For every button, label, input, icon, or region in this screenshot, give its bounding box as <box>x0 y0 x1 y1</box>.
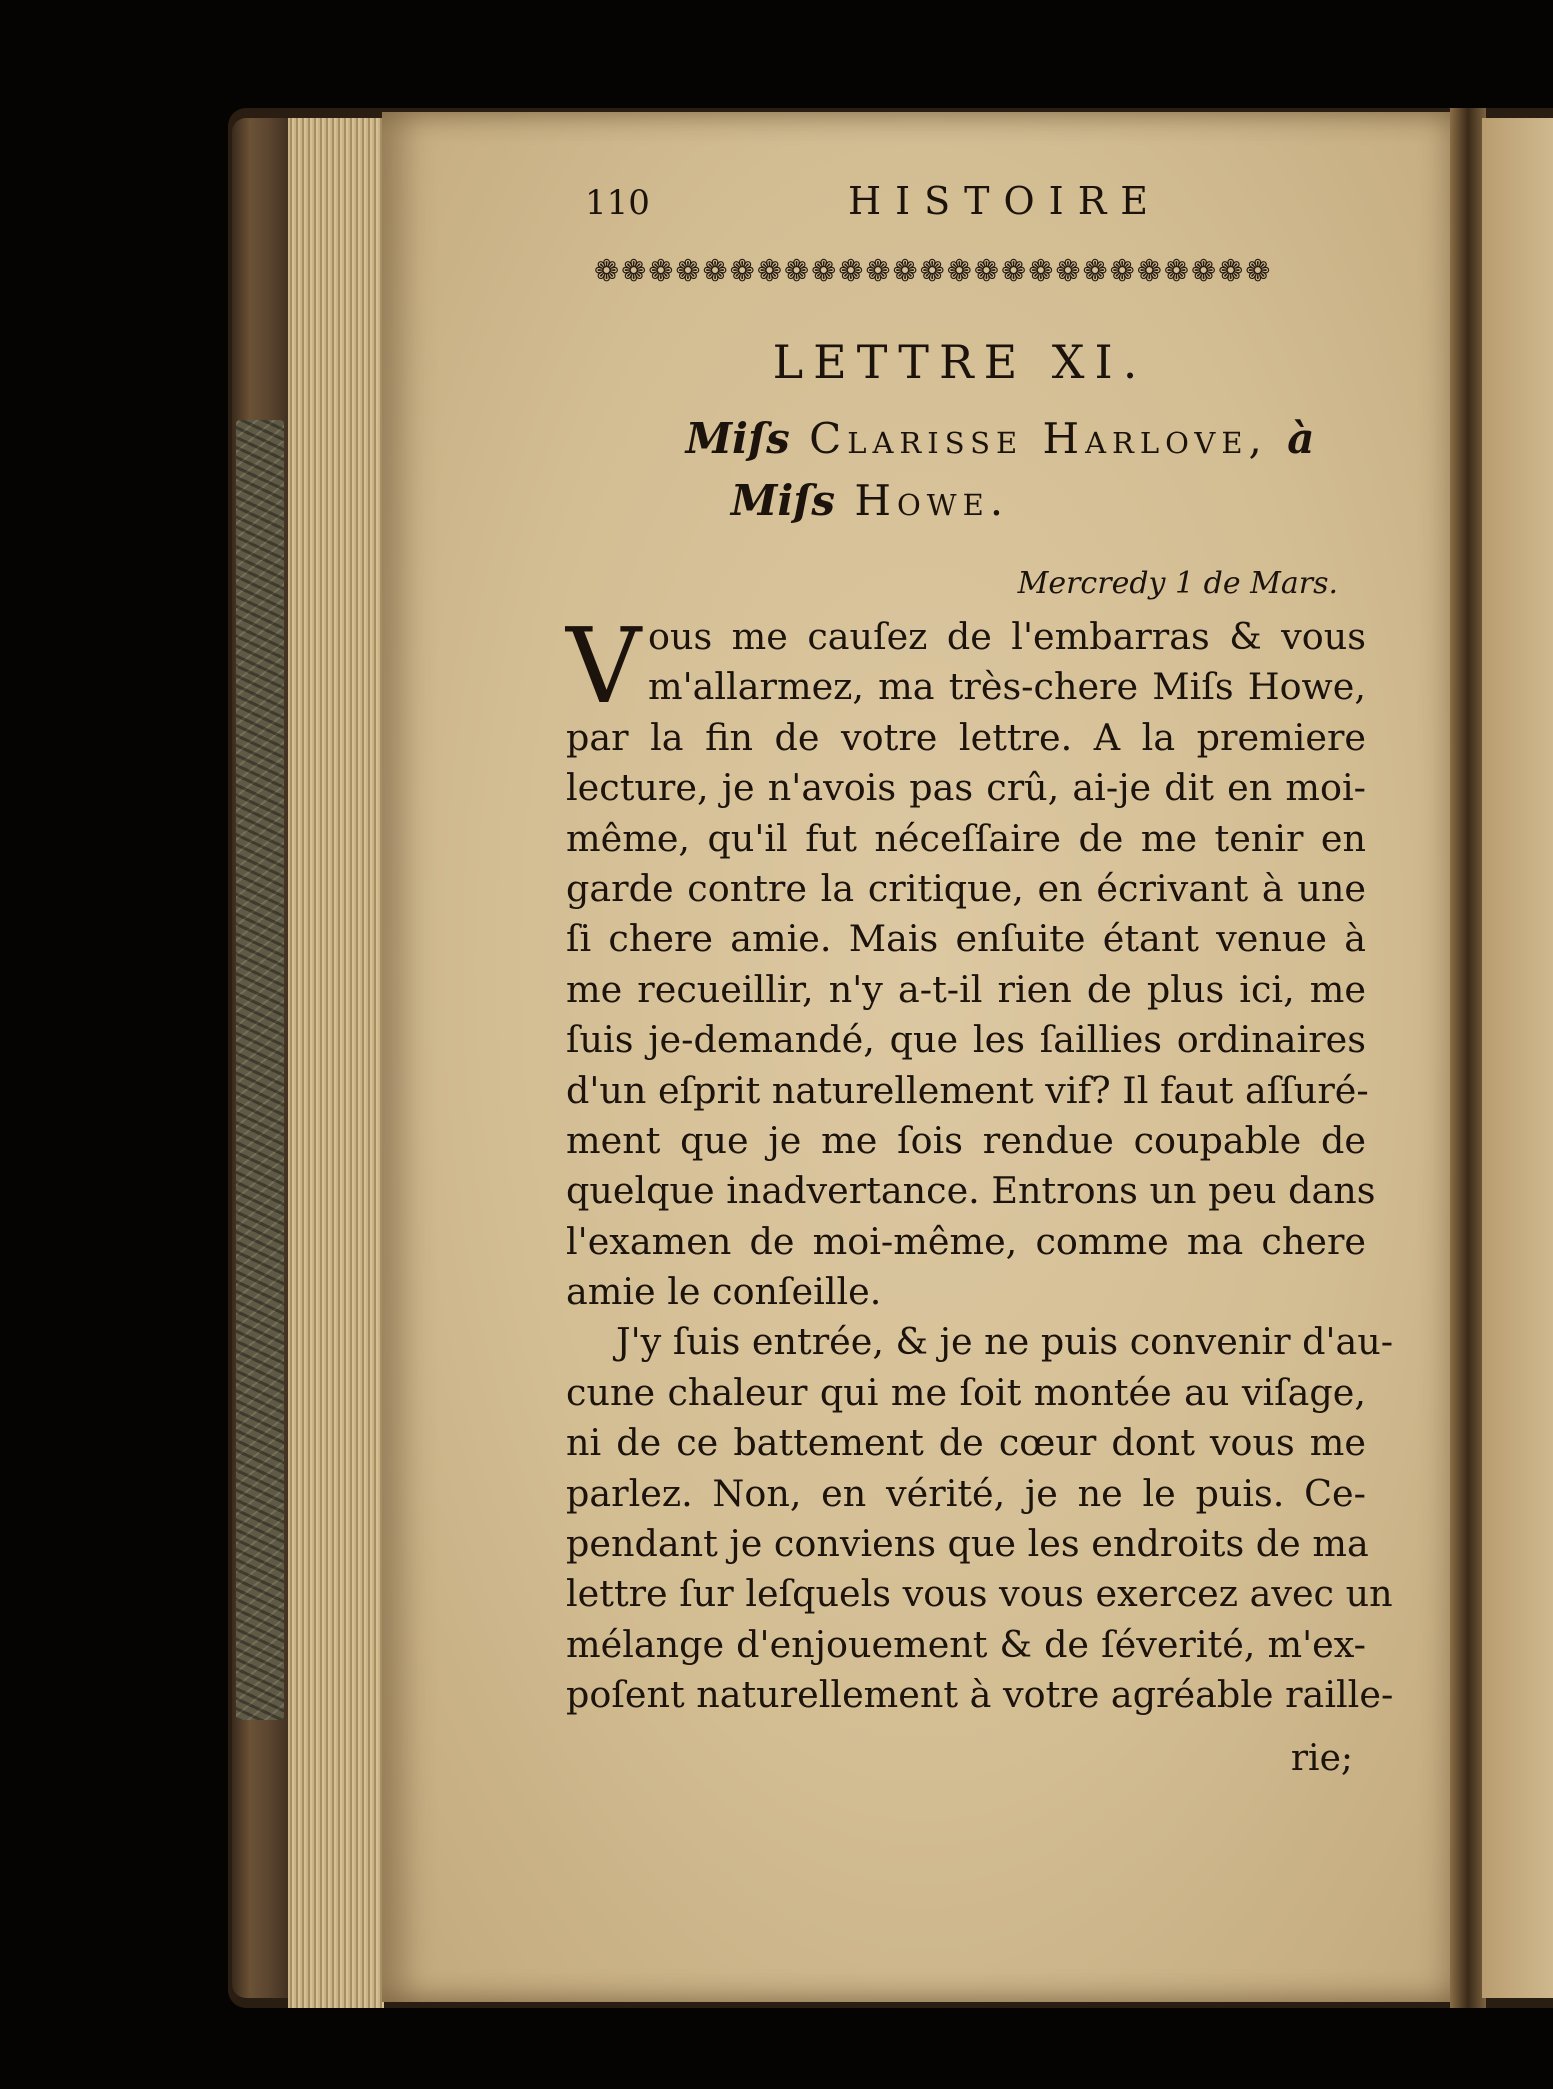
text-line: cune chaleur qui me ſoit montée au viſage, <box>566 1370 1366 1414</box>
letter-body <box>566 605 1394 1721</box>
text-line: J'y ſuis entrée, & je ne puis convenir d'au- <box>616 1320 1394 1364</box>
text-line: l'examen de moi-même, comme ma chere <box>566 1219 1366 1263</box>
addressee-miss-2: Miſs <box>730 476 836 525</box>
addressee-line-1 <box>640 414 1360 463</box>
text-line: ous me cauſez de l'embarras & vous <box>648 615 1366 658</box>
page-number: 110 <box>585 183 650 223</box>
addressee-line-2 <box>640 476 1100 525</box>
text-line: ſuis je-demandé, que les ſaillies ordinaires <box>566 1018 1366 1062</box>
text-line: poſent naturellement à votre agréable raille- <box>566 1673 1394 1717</box>
catchword: rie; <box>1290 1738 1353 1779</box>
text-line: lecture, je n'avois pas crû, ai-je dit en moi- <box>566 766 1366 810</box>
text-line: amie le conſeille. <box>566 1270 882 1314</box>
running-head <box>585 179 1163 233</box>
addressee-name-1: Clarisse Harlove, <box>809 414 1288 463</box>
letter-heading: LETTRE XI. <box>772 335 1148 389</box>
text-line: parlez. Non, en vérité, je ne le puis. Ce- <box>566 1471 1366 1515</box>
text-line: quelque inadvertance. Entrons un peu dans <box>566 1169 1376 1213</box>
text-line: par la fin de votre lettre. A la premiere <box>566 715 1366 759</box>
text-line: même, qu'il fut néceſſaire de me tenir en <box>566 816 1366 860</box>
text-line: pendant je conviens que les endroits de ma <box>566 1522 1369 1566</box>
text-line: garde contre la critique, en écrivant à une <box>566 866 1366 910</box>
text-line: mélange d'enjouement & de ſéverité, m'ex- <box>566 1622 1366 1666</box>
drop-cap: V <box>566 605 642 727</box>
text-line: lettre ſur leſquels vous vous exercez avec un <box>566 1572 1393 1616</box>
text-line: d'un eſprit naturellement vif? Il faut aſſuré- <box>566 1068 1369 1112</box>
text-line: ſi chere amie. Mais enſuite étant venue à <box>566 917 1366 961</box>
addressee-a: à <box>1287 414 1315 463</box>
text-line: m'allarmez, ma très-chere Miſs Howe, <box>648 665 1366 709</box>
text-line: ment que je me ſois rendue coupable de <box>566 1118 1366 1162</box>
dateline: Mercredy 1 de Mars. <box>1017 566 1338 601</box>
addressee-name-2: Howe. <box>854 476 1010 525</box>
ornament-rule: ❁❁❁❁❁❁❁❁❁❁❁❁❁❁❁❁❁❁❁❁❁❁❁❁❁ <box>594 254 1273 289</box>
addressee-miss-1: Miſs <box>685 414 790 463</box>
text-line: ni de ce battement de cœur dont vous me <box>566 1421 1366 1465</box>
running-title: HISTOIRE <box>848 179 1163 223</box>
text-line: me recueillir, n'y a-t-il rien de plus ici, me <box>566 967 1366 1011</box>
